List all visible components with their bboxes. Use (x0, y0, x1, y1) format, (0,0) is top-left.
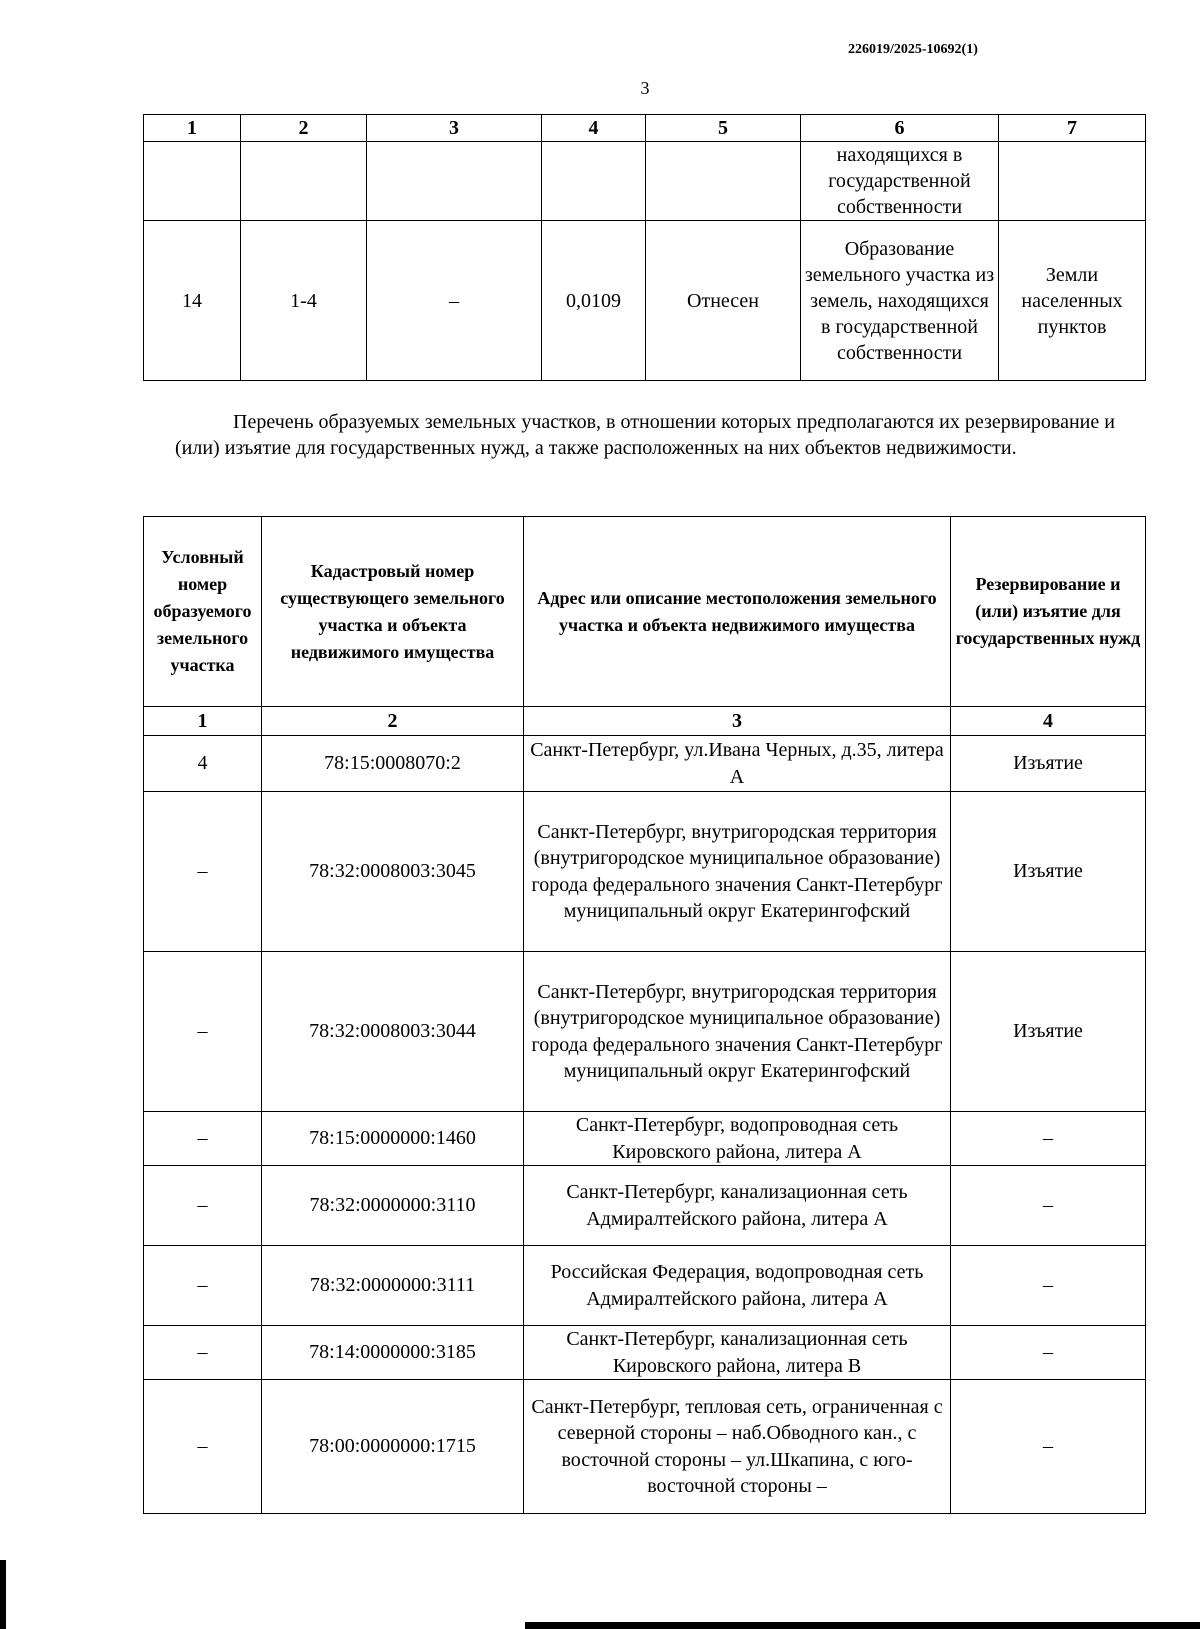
table-row (144, 1380, 1146, 1514)
table2-cell: Санкт-Петербург, внутригородская территория (внутригородское муниципальное образование) города федерального значения Санкт-Петербург муниципальный округ Екатерингофский (524, 792, 951, 952)
table2-cell: Санкт-Петербург, ул.Ивана Черных, д.35, литера А (524, 736, 951, 792)
table1-cell: находящихся в государственной собственности (801, 142, 999, 221)
page-number: 3 (640, 78, 650, 98)
table2-cell: 4 (144, 736, 262, 792)
table2-cell: – (144, 952, 262, 1112)
table2-number-row (144, 707, 1146, 736)
table2-header-row (144, 517, 1146, 707)
table-row (144, 1112, 1146, 1166)
table2-cell: – (144, 1380, 262, 1514)
table2-header: Адрес или описание местоположения земельного участка и объекта недвижимого имущества (524, 517, 951, 707)
table2-cell: – (951, 1166, 1146, 1246)
table2-cell: – (144, 1112, 262, 1166)
table1-colnum: 3 (367, 115, 542, 142)
table-row (144, 1246, 1146, 1326)
table2-cell: 78:14:0000000:3185 (262, 1326, 524, 1380)
table2-cell: Санкт-Петербург, канализационная сеть Адмиралтейского района, литера А (524, 1166, 951, 1246)
table2-cell: – (144, 792, 262, 952)
table1-cell: 1-4 (241, 221, 367, 381)
table1-cell: Отнесен (646, 221, 801, 381)
table-row (144, 736, 1146, 792)
table2-cell: 78:32:0000000:3110 (262, 1166, 524, 1246)
table2-cell: 78:15:0008070:2 (262, 736, 524, 792)
table2-cell: 78:32:0008003:3045 (262, 792, 524, 952)
table2-cell: 78:15:0000000:1460 (262, 1112, 524, 1166)
table1-colnum: 6 (801, 115, 999, 142)
table-row (144, 1166, 1146, 1246)
intro-text: Перечень образуемых земельных участков, в отношении которых предполагаются их резервирование и (или) изъятие для государственных нужд, а также расположенных на них объектов недвижимости. (175, 411, 1115, 459)
table2-cell: Санкт-Петербург, внутригородская территория (внутригородское муниципальное образование) города федерального значения Санкт-Петербург муниципальный округ Екатерингофский (524, 952, 951, 1112)
table1-cell: 14 (144, 221, 241, 381)
table2-colnum: 3 (524, 707, 951, 736)
table2-header: Кадастровый номер существующего земельного участка и объекта недвижимого имущества (262, 517, 524, 707)
table1-colnum: 4 (542, 115, 646, 142)
document-number: 226019/2025-10692(1) (848, 42, 978, 57)
table1-row (144, 221, 1146, 381)
intro-paragraph (175, 409, 1115, 461)
table2-cell: 78:32:0000000:3111 (262, 1246, 524, 1326)
table1-cell: Образование земельного участка из земель, находящихся в государственной собственности (801, 221, 999, 381)
table2-cell: – (951, 1246, 1146, 1326)
table-row (144, 952, 1146, 1112)
table2-cell: 78:32:0008003:3044 (262, 952, 524, 1112)
table2-cell: Изъятие (951, 792, 1146, 952)
table2-cell: Изъятие (951, 952, 1146, 1112)
scan-edge-mark (0, 1560, 6, 1629)
table1-number-row (144, 115, 1146, 142)
table1-colnum: 5 (646, 115, 801, 142)
table1-colnum: 7 (999, 115, 1146, 142)
table2-cell: Санкт-Петербург, канализационная сеть Кировского района, литера В (524, 1326, 951, 1380)
table2-cell: – (144, 1166, 262, 1246)
table2-cell: – (951, 1326, 1146, 1380)
table1-continued-row (144, 142, 1146, 221)
table1-cell: 0,0109 (542, 221, 646, 381)
table2-cell: Изъятие (951, 736, 1146, 792)
table2-colnum: 2 (262, 707, 524, 736)
scan-bottom-bar (525, 1622, 1200, 1629)
table2-cell: 78:00:0000000:1715 (262, 1380, 524, 1514)
table-row (144, 1326, 1146, 1380)
table2-colnum: 4 (951, 707, 1146, 736)
table1-cell: Земли населенных пунктов (999, 221, 1146, 381)
table2-header: Условный номер образуемого земельного участка (144, 517, 262, 707)
table1-cell: – (367, 221, 542, 381)
table2-header: Резервирование и (или) изъятие для государственных нужд (951, 517, 1146, 707)
table2-cell: Российская Федерация, водопроводная сеть Адмиралтейского района, литера А (524, 1246, 951, 1326)
table2-cell: Санкт-Петербург, водопроводная сеть Кировского района, литера А (524, 1112, 951, 1166)
land-plots-table (143, 516, 1146, 1514)
land-category-table (143, 114, 1146, 381)
table1-colnum: 1 (144, 115, 241, 142)
table2-cell: – (144, 1246, 262, 1326)
table1-colnum: 2 (241, 115, 367, 142)
table2-cell: Санкт-Петербург, тепловая сеть, ограниченная с северной стороны – наб.Обводного кан., с восточной стороны – ул.Шкапина, с юго-восточной стороны – (524, 1380, 951, 1514)
table2-cell: – (144, 1326, 262, 1380)
table2-colnum: 1 (144, 707, 262, 736)
table2-cell: – (951, 1380, 1146, 1514)
table-row (144, 792, 1146, 952)
table2-cell: – (951, 1112, 1146, 1166)
